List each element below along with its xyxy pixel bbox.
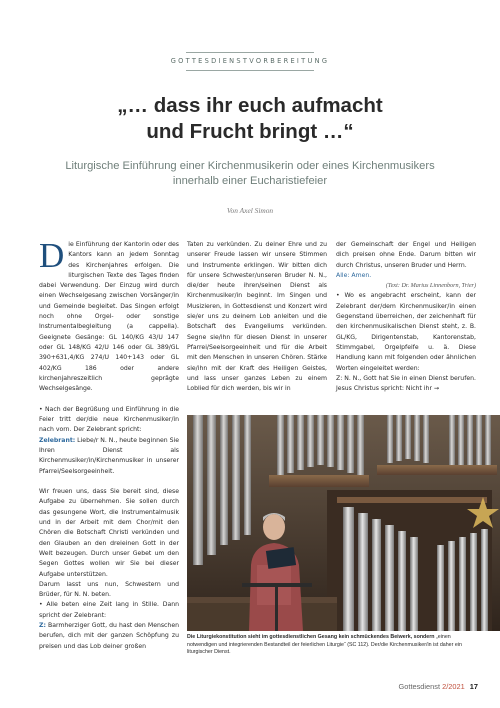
caption-text: „einen notwendigen und integrierenden Bestandteil der feierlichen Liturgie“ (SC 112). Der/die Kirchenmusiker/in ist daher ein liturgischer Dienst. [187, 634, 462, 656]
article-title [0, 93, 500, 145]
text-column-2 [187, 240, 327, 394]
speaker-label: Zelebrant: [39, 436, 76, 444]
speaker-label: Z: [39, 621, 46, 629]
caption-bold: Die Liturgiekonstitution sieht im gottesdienstlichen Gesang kein schmückendes Beiwerk, sondern [187, 634, 435, 640]
page-footer [399, 682, 478, 691]
kicker-rule-top [186, 52, 314, 53]
speaker-label: Alle: [336, 271, 350, 279]
text-column-3 [336, 240, 476, 394]
title-line-2: und Frucht bringt …“ [146, 120, 354, 143]
body-paragraph: Darum lasst uns nun, Schwestern und Brüder, für N. N. beten. [39, 580, 179, 599]
continue-arrow-icon: → [433, 385, 440, 393]
prayer-ending: der Gemeinschaft der Engel und Heiligen dich preisen ohne Ende. Darum bitten wir durch Christus, unseren Bruder und Herrn. [336, 241, 476, 269]
article-photo [187, 415, 500, 631]
prayer-continuation: Taten zu verkünden. Zu deiner Ehre und zu unserer Freude lassen wir unsere Stimmen und Instrumente erklingen. Wir bitten dich für unsere Schwester/unseren Bruder N. N., die/der heute ihren/seinen Dienst als Kirchenmusiker/in beginnt. Im Singen und Musizieren, in Gottesdienst und Konzert wird sie/er uns zu deinem Lob anleiten und die Botschaft des Evangeliums verkünden. Segne sie/ihn für diesen Dienst in unserer Pfarrei/Seelsorgeeinheit und für die Arbeit mit den Menschen in unseren Chören. Stärke sie/ihn mit der Kraft des Heiligen Geistes, und lass unser ganzes Leben zu einem Loblied für dich werden, bis wir in [187, 241, 327, 393]
prayer-paragraph: Z: Barmherziger Gott, du hast den Menschen berufen, dich mit der ganzen Schöpfung zu preisen und das Lob deiner großen [39, 621, 179, 650]
subtitle-line-1: Liturgische Einführung einer Kirchenmusikerin oder eines Kirchenmusikers [65, 160, 435, 172]
instruction-paragraph: • Wo es angebracht erscheint, kann der Zelebrant der/dem Kirchenmusiker/in einen Gegenstand überreichen, der zeichenhaft für den kirchenmusikalischen Dienst steht, z. B. GL/KG, Dirigentenstab, Kantorenstab, Stimmgabel, Orgelpfeife u. ä. Diese Handlung kann mit folgenden oder ähnlichen Worten eingeleitet werden: [336, 292, 476, 372]
photo-caption [187, 634, 479, 657]
text-column-1 [39, 236, 180, 652]
article-subtitle [0, 159, 500, 188]
kicker-rule-bottom [186, 70, 314, 71]
intro-paragraph: Die Einführung der Kantorin oder des Kantors kann an jedem Sonntag des Kirchenjahres erfolgen. Die liturgischen Texte des Tages finden dabei Verwendung. Der Einzug wird durch einen Wechselgesang zwischen Vorsänger/in und Gemeinde begleitet. Das Singen erfolgt noch ohne Orgel- oder sonstige Instrumentalbegleitung (a cappella). Geeignete Gesänge: GL 140/KG 43/U 147 oder GL 148/KG 42/U 146 oder GL 389/GL 390+631,4/KG 274/U 140+143 oder GL 402/KG 186 oder andere kirchenjahreszeitlich geprägte Wechselgesänge. [39, 236, 179, 393]
drop-cap: D [39, 236, 65, 275]
body-paragraph: Wir freuen uns, dass Sie bereit sind, diese Aufgabe zu übernehmen. Sie sollen durch das gesungene Wort, die Instrumentalmusik und in der Arbeit mit dem Chor/mit den Chören die Botschaft Christi verkünden und den Glauben an den dreieinen Gott in der Welt bezeugen. Durch unser Gebet um den Segen Gottes wollen wir Sie bei dieser Aufgabe unterstützen. [39, 488, 179, 578]
instruction-paragraph: • Alle beten eine Zeit lang in Stille. Dann spricht der Zelebrant: [39, 601, 179, 619]
instruction-paragraph: • Nach der Begrüßung und Einführung in die Feier tritt der/die neue Kirchenmusiker/in nach vorn. Der Zelebrant spricht: [39, 405, 179, 434]
byline: Von Axel Simon [226, 206, 274, 215]
title-line-1: „… dass ihr euch aufmacht [117, 94, 383, 117]
section-kicker: GOTTESDIENSTVORBEREITUNG [170, 57, 330, 65]
issue-number: 2/2021 [442, 682, 465, 691]
subtitle-line-2: innerhalb einer Eucharistiefeier [172, 174, 328, 187]
organ-cantor-illustration [187, 415, 500, 631]
celebrant-address: Zelebrant: Liebe/r N. N., heute beginnen Sie Ihren Dienst als Kirchenmusiker/in/Kirchenmusiker in unserer Pfarrei/Seelsorgeeinheit. [39, 436, 180, 475]
page-number: 17 [469, 682, 478, 691]
response-line: Alle: Amen. [336, 271, 372, 279]
celebrant-words: Z: N. N., Gott hat Sie in einen Dienst berufen. Jesus Christus spricht: Nicht ihr → [336, 374, 476, 393]
magazine-name: Gottesdienst [398, 682, 441, 691]
text-source: (Text: Dr. Marius Linnenborn, Trier) [385, 283, 476, 290]
